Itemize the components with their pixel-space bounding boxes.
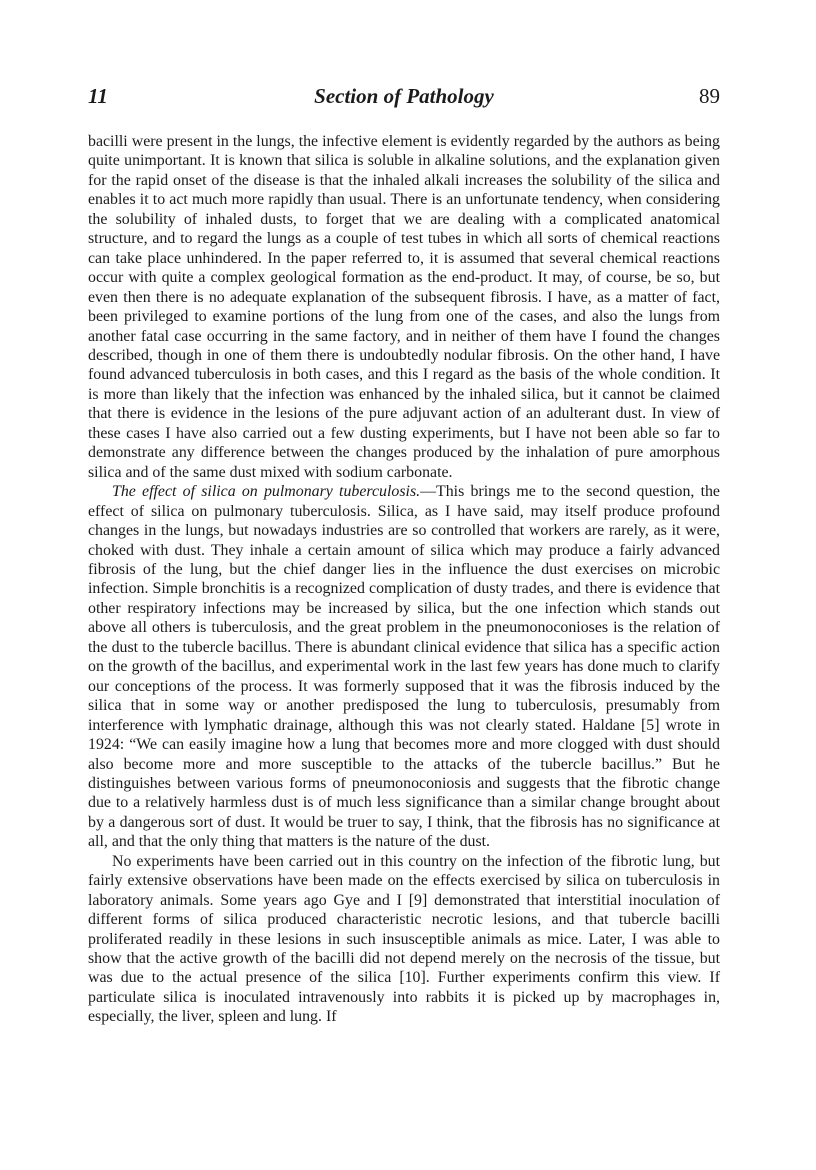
running-header: [88, 84, 720, 114]
page: [88, 84, 720, 1027]
paragraph-2-text: —This brings me to the second question, the effect of silica on pulmonary tuberculosis. Silica, as I have said, may itself produce profound changes in the lungs, but nowadays industries are so controlled that workers are rarely, as it were, choked with dust. They inhale a certain amount of silica which may produce a fairly advanced fibrosis of the lung, but the chief danger lies in the influence the dust exercises on microbic infection. Simple bronchitis is a recognized complication of dusty trades, and there is evidence that other respiratory infections may be increased by silica, but the one infection which stands out above all others is tuberculosis, and the great problem in the pneumonoconioses is the relation of the dust to the tubercle bacillus. There is abundant clinical evidence that silica has a specific action on the growth of the bacillus, and experimental work in the last few years has done much to clarify our conceptions of the process. It was formerly supposed that it was the fibrosis induced by the silica that in some way or another predisposed the lung to tuberculosis, presumably from interference with lymphatic drainage, although this was not clearly stated. Haldane [5] wrote in 1924: “We can easily imagine how a lung that becomes more and more clogged with dust should also become more and more susceptible to the attacks of the tubercle bacillus.” But he distinguishes between various forms of pneumonoconiosis and suggests that the fibrotic change due to a relatively harmless dust is of much less significance than a similar change brought about by a dangerous sort of dust. It would be truer to say, I think, that the fibrosis has no significance at all, and that the only thing that matters is the nature of the dust.: [88, 483, 720, 851]
paragraph-subheading: The effect of silica on pulmonary tuberculosis.: [112, 483, 421, 501]
header-left-number: 11: [88, 84, 108, 108]
section-title: Section of Pathology: [314, 84, 494, 108]
body-text: [88, 132, 720, 1027]
paragraph-1: bacilli were present in the lungs, the infective element is evidently regarded by the authors as being quite unimportant. It is known that silica is soluble in alkaline solutions, and the explanation given for the rapid onset of the disease is that the inhaled alkali increases the solubility of the silica and enables it to act much more rapidly than usual. There is an unfortunate tendency, when considering the solubility of inhaled dusts, to forget that we are dealing with a complicated anatomical structure, and to regard the lungs as a couple of test tubes in which all sorts of chemical reactions can take place unhindered. In the paper referred to, it is assumed that several chemical reactions occur with quite a complex geological formation as the end-product. It may, of course, be so, but even then there is no adequate explanation of the subsequent fibrosis. I have, as a matter of fact, been privileged to examine portions of the lung from one of the cases, and also the lungs from another fatal case occurring in the same factory, and in neither of them have I found the changes described, though in one of them there is undoubtedly nodular fibrosis. On the other hand, I have found advanced tuberculosis in both cases, and this I regard as the basis of the whole condition. It is more than likely that the infection was enhanced by the inhaled silica, but it cannot be claimed that there is evidence in the lesions of the pure adjuvant action of an adulterant dust. In view of these cases I have also carried out a few dusting experiments, but I have not been able so far to demonstrate any difference between the changes produced by the inhalation of pure amorphous silica and of the same dust mixed with sodium carbonate.: [88, 133, 720, 481]
paragraph-2: [88, 482, 720, 852]
page-number: 89: [699, 84, 720, 108]
paragraph-3: No experiments have been carried out in this country on the infection of the fibrotic lung, but fairly extensive observations have been made on the effects exercised by silica on tuberculosis in laboratory animals. Some years ago Gye and I [9] demonstrated that interstitial inoculation of different forms of silica produced characteristic necrotic lesions, and that tubercle bacilli proliferated readily in these lesions in such insusceptible animals as mice. Later, I was able to show that the active growth of the bacilli did not depend merely on the necrosis of the tissue, but was due to the actual presence of the silica [10]. Further experiments confirm this view. If particulate silica is inoculated intravenously into rabbits it is picked up by macrophages in, especially, the liver, spleen and lung. If: [88, 852, 720, 1026]
